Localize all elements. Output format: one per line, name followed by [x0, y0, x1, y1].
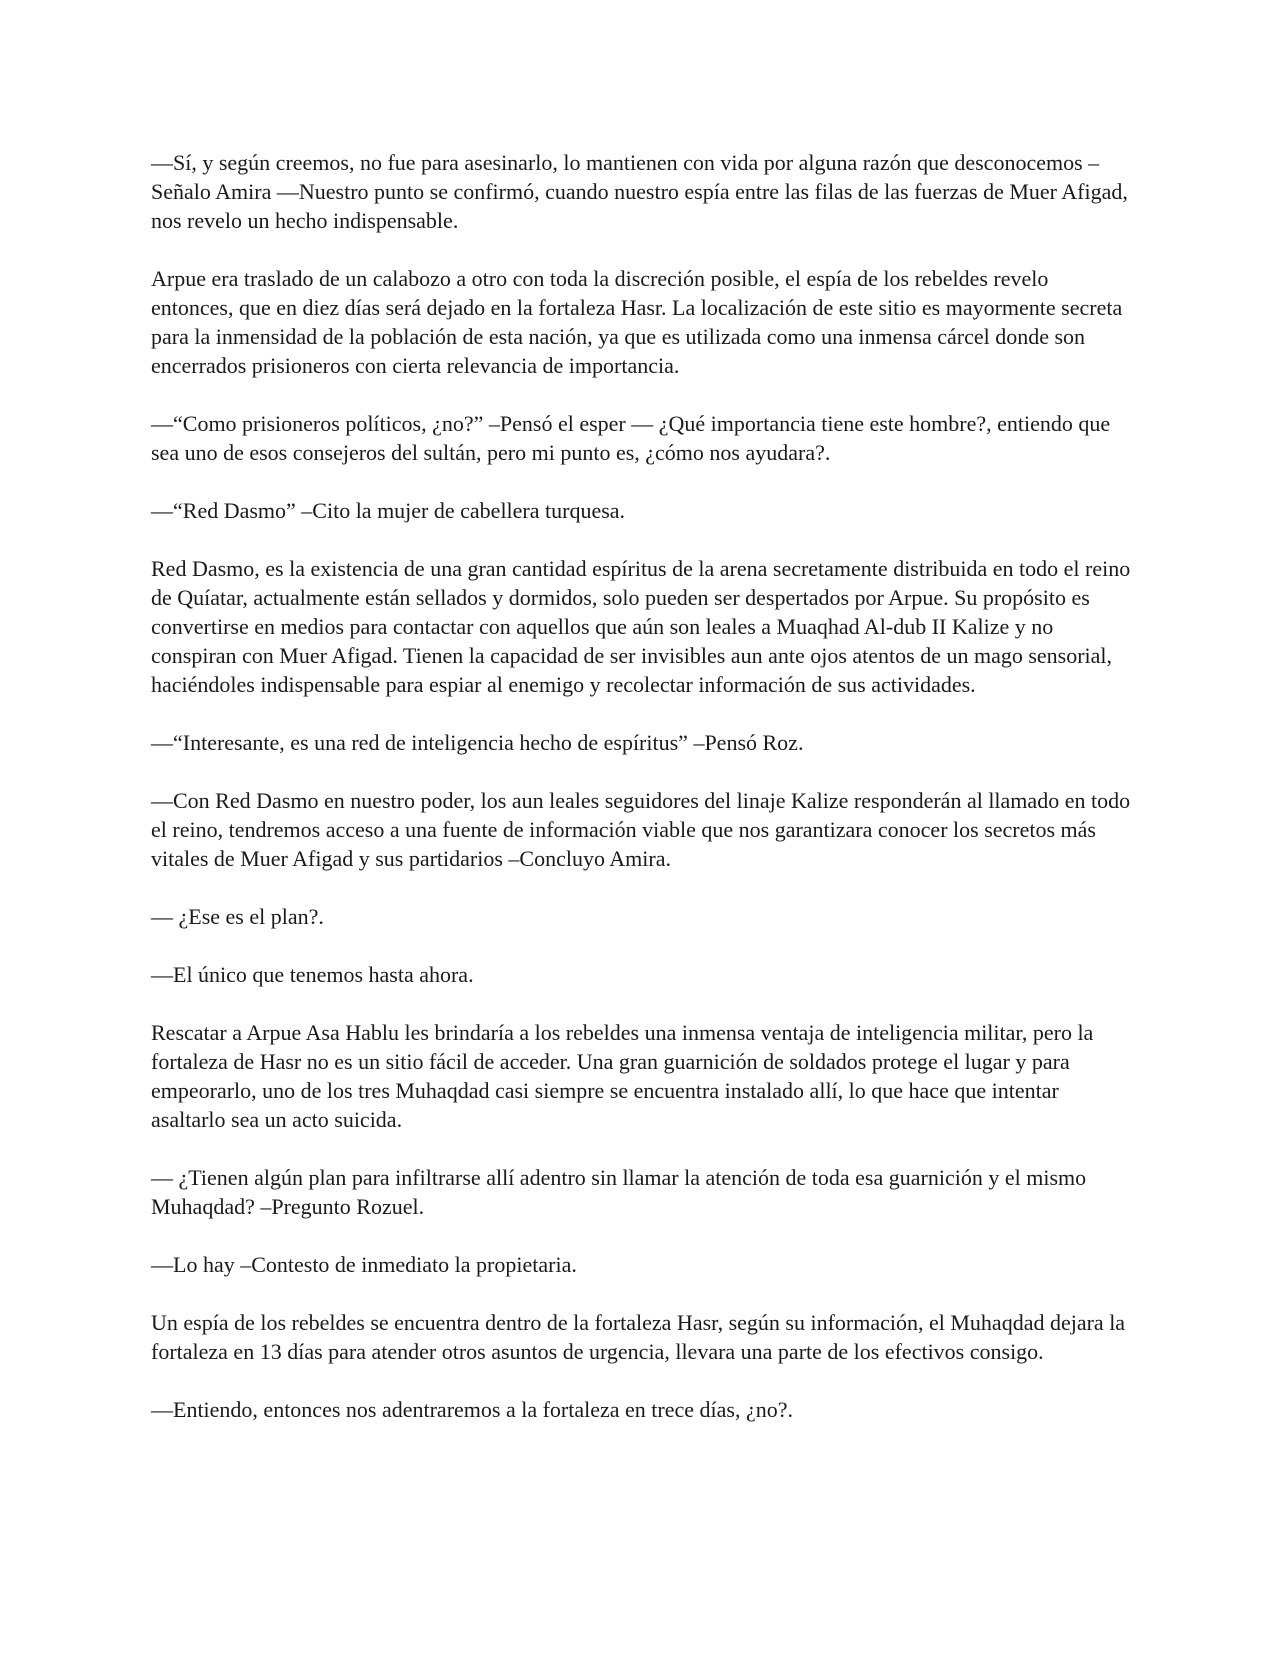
paragraph: —El único que tenemos hasta ahora. [151, 962, 474, 987]
paragraph: Red Dasmo, es la existencia de una gran cantidad espíritus de la arena secretamente distribuida en todo el reino de Quíatar, actualmente están sellados y dormidos, solo pueden ser despertados por Arpue. Su propósito es convertirse en medios para contactar con aquellos que aún son leales a Muaqhad Al-dub II Kalize y no conspiran con Muer Afigad. Tienen la capacidad de ser invisibles aun ante ojos atentos de un mago sensorial, haciéndoles indispensable para espiar al enemigo y recolectar información de sus actividades. [151, 556, 1131, 697]
paragraph: —“Como prisioneros políticos, ¿no?” –Pensó el esper — ¿Qué importancia tiene este hombre?, entiendo que sea uno de esos consejeros del sultán, pero mi punto es, ¿cómo nos ayudara?. [151, 411, 1111, 465]
paragraph: —Sí, y según creemos, no fue para asesinarlo, lo mantienen con vida por alguna razón que desconocemos –Señalo Amira —Nuestro punto se confirmó, cuando nuestro espía entre las filas de las fuerzas de Muer Afigad, nos revelo un hecho indispensable. [151, 150, 1128, 233]
paragraph: —Entiendo, entonces nos adentraremos a la fortaleza en trece días, ¿no?. [151, 1397, 793, 1422]
paragraph: — ¿Ese es el plan?. [151, 904, 324, 929]
paragraph: —Con Red Dasmo en nuestro poder, los aun leales seguidores del linaje Kalize responderán al llamado en todo el reino, tendremos acceso a una fuente de información viable que nos garantizara conocer los secretos más vitales de Muer Afigad y sus partidarios –Concluyo Amira. [151, 788, 1131, 871]
paragraph: — ¿Tienen algún plan para infiltrarse allí adentro sin llamar la atención de toda esa guarnición y el mismo Muhaqdad? –Pregunto Rozuel. [151, 1165, 1087, 1219]
paragraph: —Lo hay –Contesto de inmediato la propietaria. [151, 1252, 577, 1277]
paragraph: —“Red Dasmo” –Cito la mujer de cabellera turquesa. [151, 498, 626, 523]
paragraph: Rescatar a Arpue Asa Hablu les brindaría a los rebeldes una inmensa ventaja de inteligencia militar, pero la fortaleza de Hasr no es un sitio fácil de acceder. Una gran guarnición de soldados protege el lugar y para empeorarlo, uno de los tres Muhaqdad casi siempre se encuentra instalado allí, lo que hace que intentar asaltarlo sea un acto suicida. [151, 1020, 1094, 1132]
paragraph: Arpue era traslado de un calabozo a otro con toda la discreción posible, el espía de los rebeldes revelo entonces, que en diez días será dejado en la fortaleza Hasr. La localización de este sitio es mayormente secreta para la inmensidad de la población de esta nación, ya que es utilizada como una inmensa cárcel donde son encerrados prisioneros con cierta relevancia de importancia. [151, 266, 1123, 378]
paragraph: Un espía de los rebeldes se encuentra dentro de la fortaleza Hasr, según su información, el Muhaqdad dejara la fortaleza en 13 días para atender otros asuntos de urgencia, llevara una parte de los efectivos consigo. [151, 1310, 1126, 1364]
paragraph: —“Interesante, es una red de inteligencia hecho de espíritus” –Pensó Roz. [151, 730, 804, 755]
document-body [151, 148, 1136, 1453]
